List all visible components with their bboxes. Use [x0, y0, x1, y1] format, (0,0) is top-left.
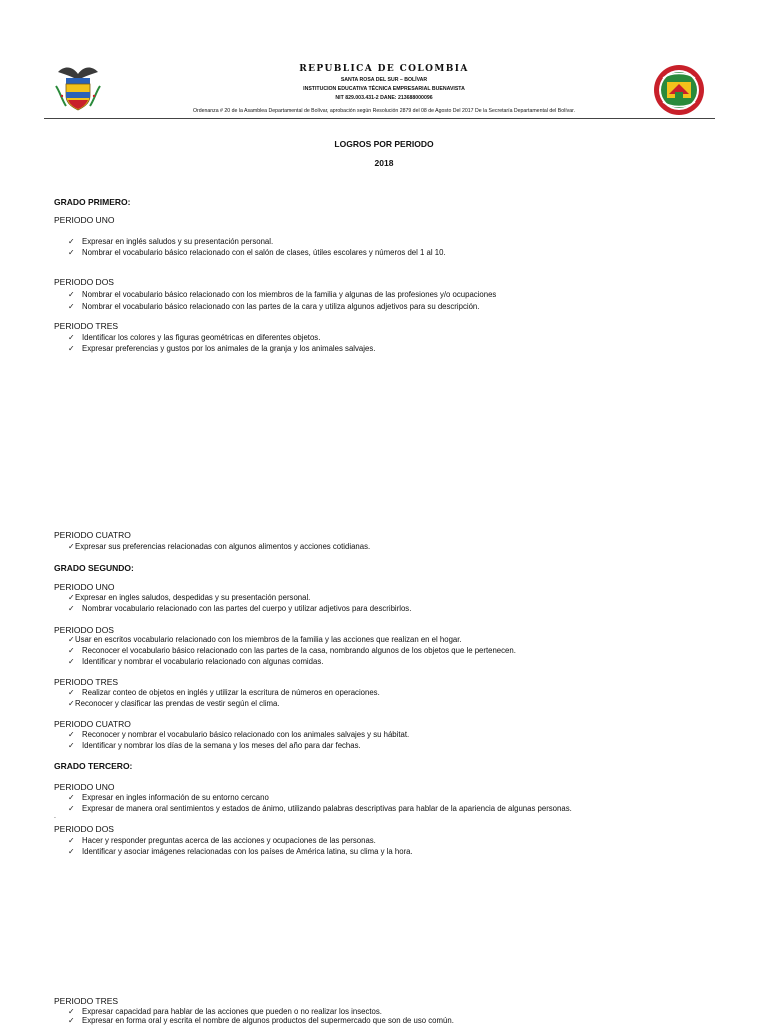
header-institution: INSTITUCION EDUCATIVA TÉCNICA EMPRESARIAL BUENAVISTA	[303, 86, 465, 92]
check-icon: ✓	[68, 730, 75, 739]
check-icon: ✓	[68, 248, 75, 257]
achievement-item: ✓ Nombrar el vocabulario básico relacionado con los miembros de la familia y algunas de las profesiones y/o ocupaciones	[68, 290, 497, 299]
check-icon: ✓	[68, 635, 75, 644]
stray-dot: .	[54, 813, 56, 820]
achievement-item: ✓ Identificar y nombrar los días de la semana y los meses del año para dar fechas.	[68, 741, 361, 750]
achievement-item: ✓ Reconocer y nombrar el vocabulario básico relacionado con los animales salvajes y su hábitat.	[68, 730, 410, 739]
period-heading: PERIODO CUATRO	[54, 719, 131, 729]
achievement-item: ✓ Identificar y asociar imágenes relacionadas con los países de América latina, su clima y la hora.	[68, 847, 413, 856]
achievement-item: ✓Reconocer y clasificar las prendas de vestir según el clima.	[68, 699, 280, 708]
check-icon: ✓	[68, 836, 75, 845]
check-icon: ✓	[68, 1007, 75, 1016]
achievement-item: ✓ Nombrar vocabulario relacionado con las partes del cuerpo y utilizar adjetivos para describirlos.	[68, 604, 412, 613]
achievement-item: ✓Expresar en ingles saludos, despedidas y su presentación personal.	[68, 593, 311, 602]
achievement-item: ✓ Expresar en forma oral y escrita el nombre de algunos productos del supermercado que son de uso común.	[68, 1016, 454, 1025]
check-icon: ✓	[68, 699, 75, 708]
achievement-item: ✓Expresar sus preferencias relacionadas con algunos alimentos y acciones cotidianas.	[68, 542, 371, 551]
period-heading: PERIODO CUATRO	[54, 530, 131, 540]
achievement-item: ✓ Realizar conteo de objetos en inglés y utilizar la escritura de números en operaciones.	[68, 688, 380, 697]
check-icon: ✓	[68, 302, 75, 311]
period-heading: PERIODO UNO	[54, 582, 115, 592]
check-icon: ✓	[68, 333, 75, 342]
check-icon: ✓	[68, 657, 75, 666]
check-icon: ✓	[68, 741, 75, 750]
achievement-item: ✓ Reconocer el vocabulario básico relacionado con las partes de la casa, nombrando algunos de los objetos que le pertenecen.	[68, 646, 516, 655]
check-icon: ✓	[68, 344, 75, 353]
period-heading: PERIODO UNO	[54, 782, 115, 792]
header-nit-dane: NIT 829.003.431-2 DANE: 213688000096	[335, 95, 433, 101]
check-icon: ✓	[68, 847, 75, 856]
achievement-item: ✓ Expresar capacidad para hablar de las acciones que pueden o no realizar los insectos.	[68, 1007, 382, 1016]
achievement-item: ✓ Nombrar el vocabulario básico relacionado con el salón de clases, útiles escolares y números del 1 al 10.	[68, 248, 446, 257]
period-heading: PERIODO TRES	[54, 321, 119, 331]
check-icon: ✓	[68, 593, 75, 602]
period-heading: PERIODO DOS	[54, 824, 114, 834]
achievement-item: ✓ Expresar de manera oral sentimientos y estados de ánimo, utilizando palabras descriptivas para hablar de la apariencia de algunas personas.	[68, 804, 572, 813]
period-heading: PERIODO TRES	[54, 996, 119, 1006]
grade-heading: GRADO SEGUNDO:	[54, 563, 134, 573]
achievement-item: ✓ Identificar los colores y las figuras geométricas en diferentes objetos.	[68, 333, 321, 342]
document-year: 2018	[374, 158, 394, 168]
check-icon: ✓	[68, 688, 75, 697]
period-heading: PERIODO UNO	[54, 215, 115, 225]
check-icon: ✓	[68, 804, 75, 813]
header-ordinance: Ordenanza # 20 de la Asamblea Departamental de Bolívar, aprobación según Resolución 2879 del 08 de Agosto Del 2017 De la Secretaría Departamental del Bolívar.	[192, 108, 576, 114]
achievement-item: ✓ Expresar preferencias y gustos por los animales de la granja y los animales salvajes.	[68, 344, 376, 353]
achievement-item: ✓ Hacer y responder preguntas acerca de las acciones y ocupaciones de las personas.	[68, 836, 376, 845]
period-heading: PERIODO DOS	[54, 625, 114, 635]
header-divider	[44, 118, 715, 119]
check-icon: ✓	[68, 793, 75, 802]
document-title: LOGROS POR PERIODO	[334, 139, 434, 149]
achievement-item: ✓ Identificar y nombrar el vocabulario relacionado con algunas comidas.	[68, 657, 324, 666]
period-heading: PERIODO TRES	[54, 677, 119, 687]
grade-heading: GRADO PRIMERO:	[54, 197, 131, 207]
header-location: SANTA ROSA DEL SUR – BOLÍVAR	[340, 77, 428, 83]
header-republic: REPUBLICA DE COLOMBIA	[299, 64, 469, 74]
check-icon: ✓	[68, 646, 75, 655]
check-icon: ✓	[68, 237, 75, 246]
check-icon: ✓	[68, 290, 75, 299]
achievement-item: ✓ Expresar en inglés saludos y su presentación personal.	[68, 237, 274, 246]
achievement-item: ✓ Nombrar el vocabulario básico relacionado con las partes de la cara y utiliza algunos adjetivos para su descripción.	[68, 302, 480, 311]
achievement-item: ✓Usar en escritos vocabulario relacionado con los miembros de la familia y las acciones que realizan en el hogar.	[68, 635, 462, 644]
achievement-item: ✓ Expresar en ingles información de su entorno cercano	[68, 793, 269, 802]
check-icon: ✓	[68, 604, 75, 613]
check-icon: ✓	[68, 542, 75, 551]
grade-heading: GRADO TERCERO:	[54, 761, 133, 771]
check-icon: ✓	[68, 1016, 75, 1025]
period-heading: PERIODO DOS	[54, 277, 114, 287]
